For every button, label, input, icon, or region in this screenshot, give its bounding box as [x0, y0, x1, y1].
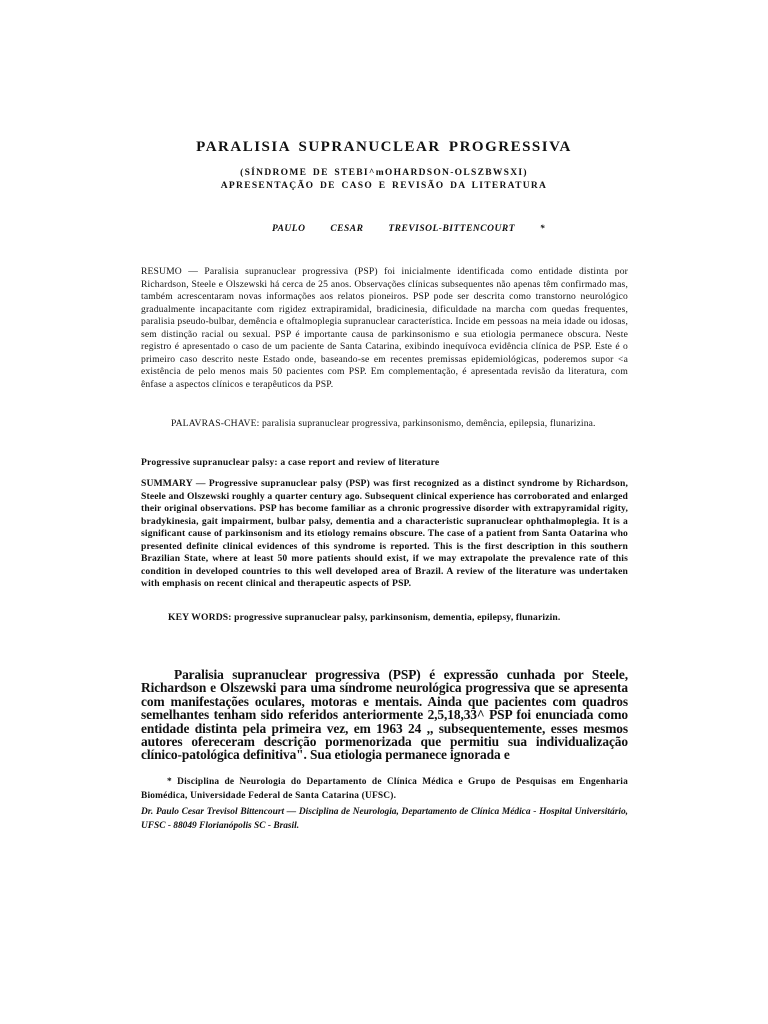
summary-abstract: SUMMARY — Progressive supranuclear palsy (PSP) was first recognized as a distinct syndrome by Richardson, Steele and Olszewski roughly a quarter century ago. Subsequent clinical experience has corroborated and enlarged their original observations. PSP has become familiar as a chronic progressive disorder with extrapyramidal rigity, bradykinesia, gait impairment, bulbar palsy, dementia and a characteristic supranuclear ophthalmoplegia. It is a significant cause of parkinsonism and its etiology remains obscure. The case of a patient from Santa Oatarina who presented definite clinical evidences of this syndrome is reported. This is the first description in this southern Brazilian State, where at least 50 more patients should exist, if we may extrapolate the prevalence rate of this condition in developed countries to this well developed area of Brazil. A review of the literature was undertaken with emphasis on recent clinical and therapeutic aspects of PSP. [141, 478, 628, 590]
body-paragraph-text: Paralisia supranuclear progressiva (PSP) é expressão cunhada por Steele, Richardson e Olszewski para uma síndrome neurológica progressiva que se apresenta com manifestações oculares, motoras e mentais. Ainda que pacientes com quadros semelhantes tenham sido referidos anteriormente 2,5,18,33^ PSP foi enunciada como entidade distinta pela primeira vez, em 1963 24 ,, subsequentemente, esses mesmos autores ofereceram descrição pormenorizada que permitiu sua individualização clínico-patológica definitiva". Sua etiologia permanece ignorada e [141, 667, 628, 763]
resumo-abstract: RESUMO — Paralisia supranuclear progressiva (PSP) foi inicialmente identificada como entidade distinta por Richardson, Steele e Olszewski há cerca de 25 anos. Observações clínicas subsequentes não apenas têm confirmado mas, também acrescentaram novas informações aos relatos pioneiros. PSP pode ser descrita como transtorno neurológico gradualmente incapacitante com rigidez extrapiramidal, bradicinesia, dificuldade na marcha com quedas frequentes, paralisia pseudo-bulbar, demência e oftalmoplegia supranuclear característica. Incide em pessoas na meia idade ou idosas, sem distinção racial ou sexual. PSP é importante causa de parkinsonismo e sua etiologia permanece obscura. Neste registro é apresentado o caso de um paciente de Santa Catarina, exibindo inequívoca evidência clínica de PSP. Este é o primeiro caso descrito neste Estado onde, baseando-se em recentes premissas epidemiológicas, poderemos supor <a existência de pelo menos mais 50 pacientes com PSP. Em complementação, é apresentada revisão da literatura, com ênfase a aspectos clínicos e terapêuticos da PSP. [141, 266, 628, 390]
english-title: Progressive supranuclear palsy: a case report and review of literature [141, 457, 440, 468]
correspondence-address: Dr. Paulo Cesar Trevisol Bittencourt — Disciplina de Neurologia, Departamento de Clínica Médica - Hospital Universitário, UFSC - 88049 Florianópolis SC - Brasil. [141, 807, 628, 831]
key-words: KEY WORDS: progressive supranuclear palsy, parkinsonism, dementia, epilepsy, flunarizin. [168, 612, 561, 623]
article-title: PARALISIA SUPRANUCLEAR PROGRESSIVA [196, 139, 572, 155]
affiliation-footnote: * Disciplina de Neurologia do Departamento de Clínica Médica e Grupo de Pesquisas em Engenharia Biomédica, Universidade Federal de Santa Catarina (UFSC). [141, 777, 628, 801]
article-subtitle-line2: APRESENTAÇÃO DE CASO E REVISÃO DA LITERATURA [220, 181, 548, 191]
body-paragraph [141, 668, 628, 762]
palavras-chave: PALAVRAS-CHAVE: paralisia supranuclear progressiva, parkinsonismo, demência, epilepsia, flunarizina. [171, 418, 596, 429]
article-subtitle-line1: (SÍNDROME DE STEBI^mOHARDSON-OLSZBWSXI) [240, 168, 528, 178]
author-line: PAULO CESAR TREVISOL-BITTENCOURT * [272, 224, 546, 234]
